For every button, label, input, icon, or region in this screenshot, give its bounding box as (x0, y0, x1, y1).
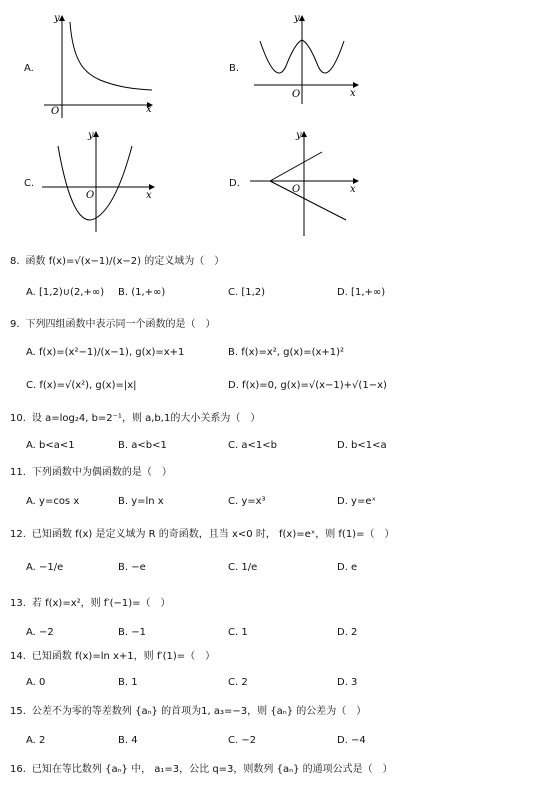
question-14-option-a[interactable]: A. 0 (26, 677, 46, 688)
question-14-option-d[interactable]: D. 3 (337, 677, 358, 688)
graph-label-b: B. (229, 63, 240, 74)
question-number: 15. (10, 706, 26, 717)
question-11-option-c[interactable]: C. y=x³ (228, 496, 266, 507)
question-13-option-d[interactable]: D. 2 (337, 627, 358, 638)
question-9-option-c[interactable]: C. f(x)=√(x²), g(x)=|x| (26, 380, 137, 391)
question-10-option-d[interactable]: D. b<1<a (337, 440, 387, 451)
question-14-option-b[interactable]: B. 1 (118, 677, 138, 688)
question-10 (10, 409, 260, 424)
question-12-option-b[interactable]: B. −e (118, 562, 146, 573)
question-15-option-b[interactable]: B. 4 (118, 735, 138, 746)
question-stem: 已知在等比数列 {aₙ} 中， a₁=3，公比 q=3，则数列 {aₙ} 的通项公式是（ ） (31, 764, 393, 775)
question-8-option-d[interactable]: D. [1,+∞) (337, 287, 386, 298)
question-13-option-b[interactable]: B. −1 (118, 627, 146, 638)
y-axis-label: y (54, 13, 60, 24)
question-11-option-d[interactable]: D. y=eˣ (337, 496, 376, 507)
y-axis-label: y (296, 130, 302, 141)
graph-label-a: A. (24, 63, 34, 74)
question-11-option-a[interactable]: A. y=cos x (26, 496, 80, 507)
question-9-option-a[interactable]: A. f(x)=(x²−1)/(x−1), g(x)=x+1 (26, 347, 185, 358)
question-16 (10, 760, 393, 775)
curve (70, 22, 152, 90)
x-axis-label: x (146, 104, 152, 115)
question-stem: 已知函数 f(x) 是定义域为 R 的奇函数，且当 x<0 时， f(x)=eˣ，则 f(1)=（ ） (31, 529, 395, 540)
graph-a (40, 8, 160, 120)
question-number: 10. (10, 413, 26, 424)
question-15-option-a[interactable]: A. 2 (26, 735, 46, 746)
lower-ray (270, 181, 346, 220)
upper-ray (270, 152, 322, 181)
question-number: 12. (10, 529, 26, 540)
question-11 (10, 463, 172, 478)
question-number: 14. (10, 651, 26, 662)
graph-d (250, 128, 362, 240)
question-stem: 已知函数 f(x)=ln x+1，则 f′(1)=（ ） (31, 651, 216, 662)
question-9-option-b[interactable]: B. f(x)=x², g(x)=(x+1)² (228, 347, 345, 358)
question-12-option-c[interactable]: C. 1/e (228, 562, 258, 573)
question-stem: 下列函数中为偶函数的是（ ） (31, 467, 172, 478)
question-10-option-b[interactable]: B. a<b<1 (118, 440, 167, 451)
graph-b (254, 8, 366, 106)
question-number: 13. (10, 598, 26, 609)
y-axis-label: y (294, 13, 300, 24)
x-axis-label: x (146, 190, 152, 201)
question-12-option-d[interactable]: D. e (337, 562, 358, 573)
question-13-option-c[interactable]: C. 1 (228, 627, 248, 638)
question-10-option-c[interactable]: C. a<1<b (228, 440, 277, 451)
question-number: 16. (10, 764, 26, 775)
question-15 (10, 702, 366, 717)
question-15-option-c[interactable]: C. −2 (228, 735, 257, 746)
question-13-option-a[interactable]: A. −2 (26, 627, 54, 638)
question-8-option-a[interactable]: A. [1,2)∪(2,+∞) (26, 287, 105, 298)
question-12-option-a[interactable]: A. −1/e (26, 562, 64, 573)
question-number: 9. (10, 319, 20, 330)
question-8-option-c[interactable]: C. [1,2) (228, 287, 266, 298)
question-number: 11. (10, 467, 26, 478)
question-stem: 公差不为零的等差数列 {aₙ} 的首项为1, a₃=−3，则 {aₙ} 的公差为（ ） (31, 706, 367, 717)
origin-label: O (86, 190, 95, 201)
question-9 (10, 315, 216, 330)
graph-label-d: D. (229, 178, 240, 189)
question-11-option-b[interactable]: B. y=ln x (118, 496, 164, 507)
origin-label: O (51, 106, 60, 117)
question-number: 8. (10, 256, 20, 267)
x-axis-label: x (350, 184, 356, 195)
curve (58, 146, 132, 220)
question-stem: 设 a=log₂4, b=2⁻¹，则 a,b,1的大小关系为（ ） (31, 413, 261, 424)
origin-label: O (292, 184, 301, 195)
question-10-option-a[interactable]: A. b<a<1 (26, 440, 75, 451)
question-8-option-b[interactable]: B. (1,+∞) (118, 287, 166, 298)
origin-label: O (292, 89, 301, 100)
question-15-option-d[interactable]: D. −4 (337, 735, 366, 746)
question-stem: 函数 f(x)=√(x−1)/(x−2) 的定义域为（ ） (25, 256, 225, 267)
question-14-option-c[interactable]: C. 2 (228, 677, 248, 688)
question-8 (10, 252, 224, 267)
x-axis-label: x (350, 88, 356, 99)
graph-c (42, 128, 162, 234)
graph-label-c: C. (24, 178, 35, 189)
question-12 (10, 525, 394, 540)
question-stem: 下列四组函数中表示同一个函数的是（ ） (25, 319, 216, 330)
y-axis-label: y (88, 130, 94, 141)
question-9-option-d[interactable]: D. f(x)=0, g(x)=√(x−1)+√(1−x) (228, 380, 387, 391)
question-14 (10, 647, 215, 662)
question-stem: 若 f(x)=x²，则 f′(−1)=（ ） (31, 598, 171, 609)
question-13 (10, 594, 171, 609)
